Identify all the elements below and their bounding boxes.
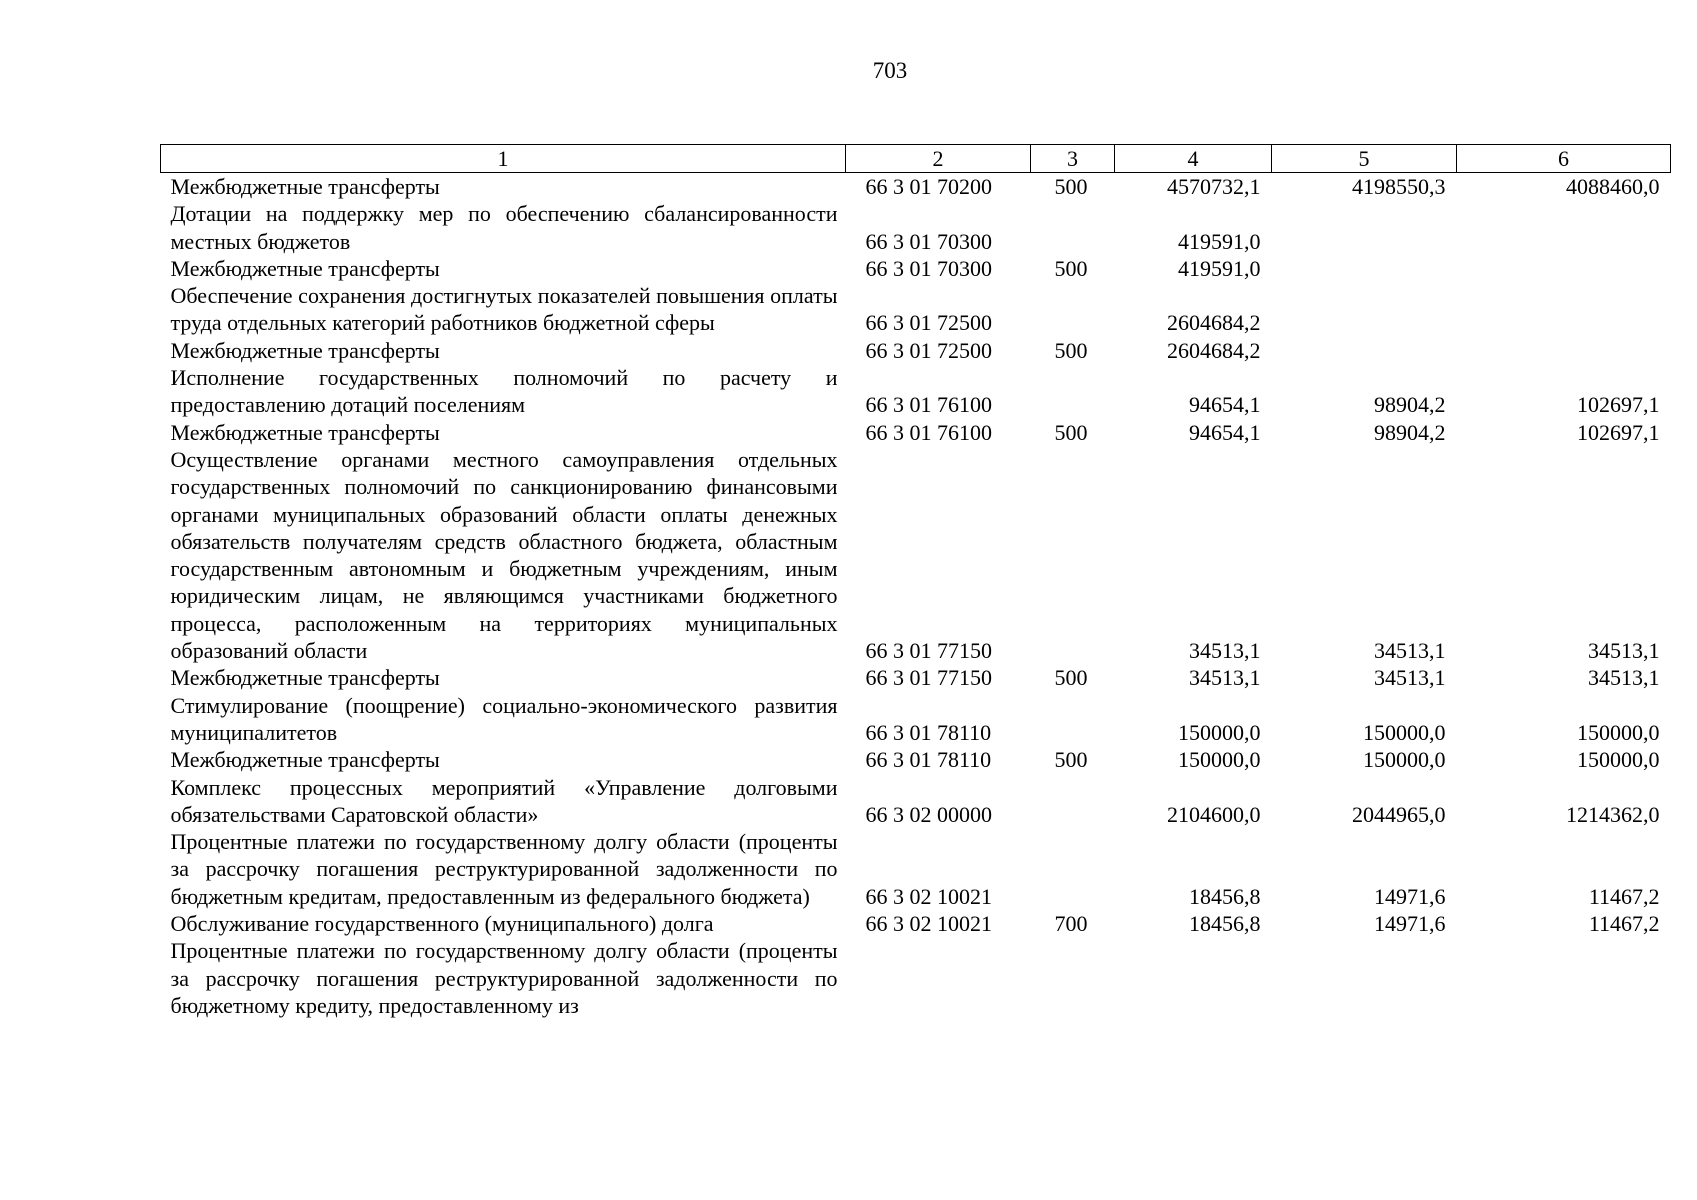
row-value-col4: 150000,0: [1178, 719, 1261, 745]
row-value-col4: 34513,1: [1189, 665, 1261, 691]
row-value-col4: 18456,8: [1189, 883, 1261, 909]
row-value-col5: [1272, 937, 1457, 1019]
row-name: Процентные платежи по государственному долгу области (проценты за рассрочку погашения реструктурированной задолженности по бюджетному кредиту, предоставленному из: [170, 938, 838, 1018]
row-value-col4: 2604684,2: [1167, 337, 1261, 363]
row-expense-type: [1031, 364, 1115, 419]
column-header-5: 5: [1272, 145, 1457, 173]
row-value-col6: 11467,2: [1588, 883, 1660, 909]
row-expense-type: 500: [1054, 174, 1088, 199]
row-value-col5: [1272, 255, 1457, 282]
row-expense-type: 500: [1054, 665, 1088, 691]
row-code: 66 3 02 10021: [865, 883, 992, 909]
row-name: Обеспечение сохранения достигнутых показателей повышения оплаты труда отдельных категорий работников бюджетной сферы: [170, 283, 838, 336]
table-row: [161, 282, 1671, 337]
row-expense-type: [1031, 692, 1115, 747]
row-code: 66 3 01 76100: [865, 392, 992, 418]
row-value-col6: 11467,2: [1588, 911, 1660, 937]
row-expense-type: 500: [1054, 255, 1088, 281]
row-value-col4: 150000,0: [1178, 747, 1261, 773]
table-row: [161, 200, 1671, 255]
row-name: Межбюджетные трансферты: [170, 174, 440, 199]
row-value-col6: 102697,1: [1577, 392, 1660, 418]
row-value-col5: 2044965,0: [1352, 801, 1446, 827]
row-value-col5: 4198550,3: [1352, 174, 1446, 199]
row-value-col5: 34513,1: [1374, 665, 1446, 691]
row-code: 66 3 01 72500: [865, 310, 992, 336]
row-value-col6: 1214362,0: [1566, 801, 1660, 827]
row-code: 66 3 01 78110: [865, 747, 992, 773]
row-value-col5: [1272, 337, 1457, 364]
row-value-col5: 150000,0: [1363, 719, 1446, 745]
row-expense-type: 500: [1054, 747, 1088, 773]
row-value-col4: 419591,0: [1178, 255, 1261, 281]
row-code: 66 3 01 70300: [865, 228, 992, 254]
row-expense-type: [1031, 774, 1115, 829]
row-name: Стимулирование (поощрение) социально-экономического развития муниципалитетов: [170, 692, 838, 745]
row-code: 66 3 01 77150: [865, 665, 992, 691]
row-name: Межбюджетные трансферты: [170, 419, 440, 445]
row-value-col6: [1457, 255, 1671, 282]
row-expense-type: [1031, 446, 1115, 664]
column-header-3: 3: [1031, 145, 1115, 173]
row-value-col6: [1457, 337, 1671, 364]
row-value-col6: 4088460,0: [1566, 174, 1660, 199]
row-code: [846, 937, 1031, 1019]
row-value-col4: 4570732,1: [1167, 174, 1261, 199]
row-value-col4: [1115, 937, 1272, 1019]
row-value-col4: 34513,1: [1189, 638, 1261, 664]
row-name: Осуществление органами местного самоуправления отдельных государственных полномочий по санкционированию финансовыми органами муниципальных образований области оплаты денежных обязательств получателям средств областного бюджета, областным государственным автономным и бюджетным учреждениям, иным юридическим лицам, не являющимся участниками бюджетного процесса, расположенным на территориях муниципальных образований области: [170, 446, 838, 664]
row-value-col6: [1457, 200, 1671, 255]
row-expense-type: [1031, 200, 1115, 255]
table-row: [161, 364, 1671, 419]
row-name: Межбюджетные трансферты: [170, 255, 440, 281]
row-value-col4: 2604684,2: [1167, 310, 1261, 336]
row-value-col4: 2104600,0: [1167, 801, 1261, 827]
table-row: [161, 746, 1671, 773]
row-value-col5: 98904,2: [1374, 392, 1446, 418]
row-value-col5: 34513,1: [1374, 638, 1446, 664]
row-code: 66 3 01 77150: [865, 638, 992, 664]
row-expense-type: 700: [1054, 911, 1088, 937]
row-name: Исполнение государственных полномочий по расчету и предоставлению дотаций поселениям: [170, 365, 838, 418]
row-value-col6: [1457, 937, 1671, 1019]
table-row: [161, 828, 1671, 910]
table-row: [161, 774, 1671, 829]
row-name: Межбюджетные трансферты: [170, 747, 440, 773]
row-value-col5: [1272, 200, 1457, 255]
table-row: [161, 419, 1671, 446]
row-expense-type: [1031, 937, 1115, 1019]
row-code: 66 3 01 70300: [865, 255, 992, 281]
row-code: 66 3 01 78110: [865, 719, 992, 745]
row-code: 66 3 01 70200: [865, 174, 992, 199]
row-value-col5: 98904,2: [1374, 419, 1446, 445]
row-expense-type: [1031, 828, 1115, 910]
row-value-col4: 94654,1: [1189, 419, 1261, 445]
table-row: [161, 664, 1671, 691]
table-row: [161, 910, 1671, 937]
row-code: 66 3 02 00000: [865, 801, 992, 827]
row-name: Обслуживание государственного (муниципального) долга: [170, 911, 714, 937]
row-value-col6: 102697,1: [1577, 419, 1660, 445]
row-value-col6: 150000,0: [1577, 719, 1660, 745]
row-value-col6: [1457, 282, 1671, 337]
row-name: Межбюджетные трансферты: [170, 665, 440, 691]
column-header-6: 6: [1457, 145, 1671, 173]
table-header: [161, 145, 1671, 173]
table-body: [161, 173, 1671, 1020]
row-expense-type: 500: [1054, 337, 1088, 363]
column-header-4: 4: [1115, 145, 1272, 173]
header-row: [161, 145, 1671, 173]
column-header-2: 2: [846, 145, 1031, 173]
row-value-col5: [1272, 282, 1457, 337]
row-value-col4: 18456,8: [1189, 911, 1261, 937]
table-row: [161, 937, 1671, 1019]
row-expense-type: [1031, 282, 1115, 337]
row-name: Комплекс процессных мероприятий «Управление долговыми обязательствами Саратовской области»: [170, 774, 838, 827]
page-number: 703: [872, 58, 908, 83]
row-code: 66 3 01 72500: [865, 337, 992, 363]
row-name: Межбюджетные трансферты: [170, 337, 440, 363]
row-name: Процентные платежи по государственному долгу области (проценты за рассрочку погашения реструктурированной задолженности по бюджетным кредитам, предоставленным из федерального бюджета): [170, 829, 838, 909]
row-value-col6: 150000,0: [1577, 747, 1660, 773]
table-row: [161, 173, 1671, 201]
table-row: [161, 255, 1671, 282]
row-value-col6: 34513,1: [1588, 665, 1660, 691]
row-value-col5: 14971,6: [1374, 883, 1446, 909]
row-name: Дотации на поддержку мер по обеспечению сбалансированности местных бюджетов: [170, 201, 838, 254]
row-code: 66 3 02 10021: [865, 911, 992, 937]
row-value-col5: 14971,6: [1374, 911, 1446, 937]
table-row: [161, 337, 1671, 364]
budget-table: [160, 144, 1671, 1019]
row-code: 66 3 01 76100: [865, 419, 992, 445]
row-value-col5: 150000,0: [1363, 747, 1446, 773]
table-row: [161, 446, 1671, 664]
row-value-col4: 419591,0: [1178, 228, 1261, 254]
row-expense-type: 500: [1054, 419, 1088, 445]
table-row: [161, 692, 1671, 747]
row-value-col4: 94654,1: [1189, 392, 1261, 418]
row-value-col6: 34513,1: [1588, 638, 1660, 664]
column-header-1: 1: [161, 145, 846, 173]
